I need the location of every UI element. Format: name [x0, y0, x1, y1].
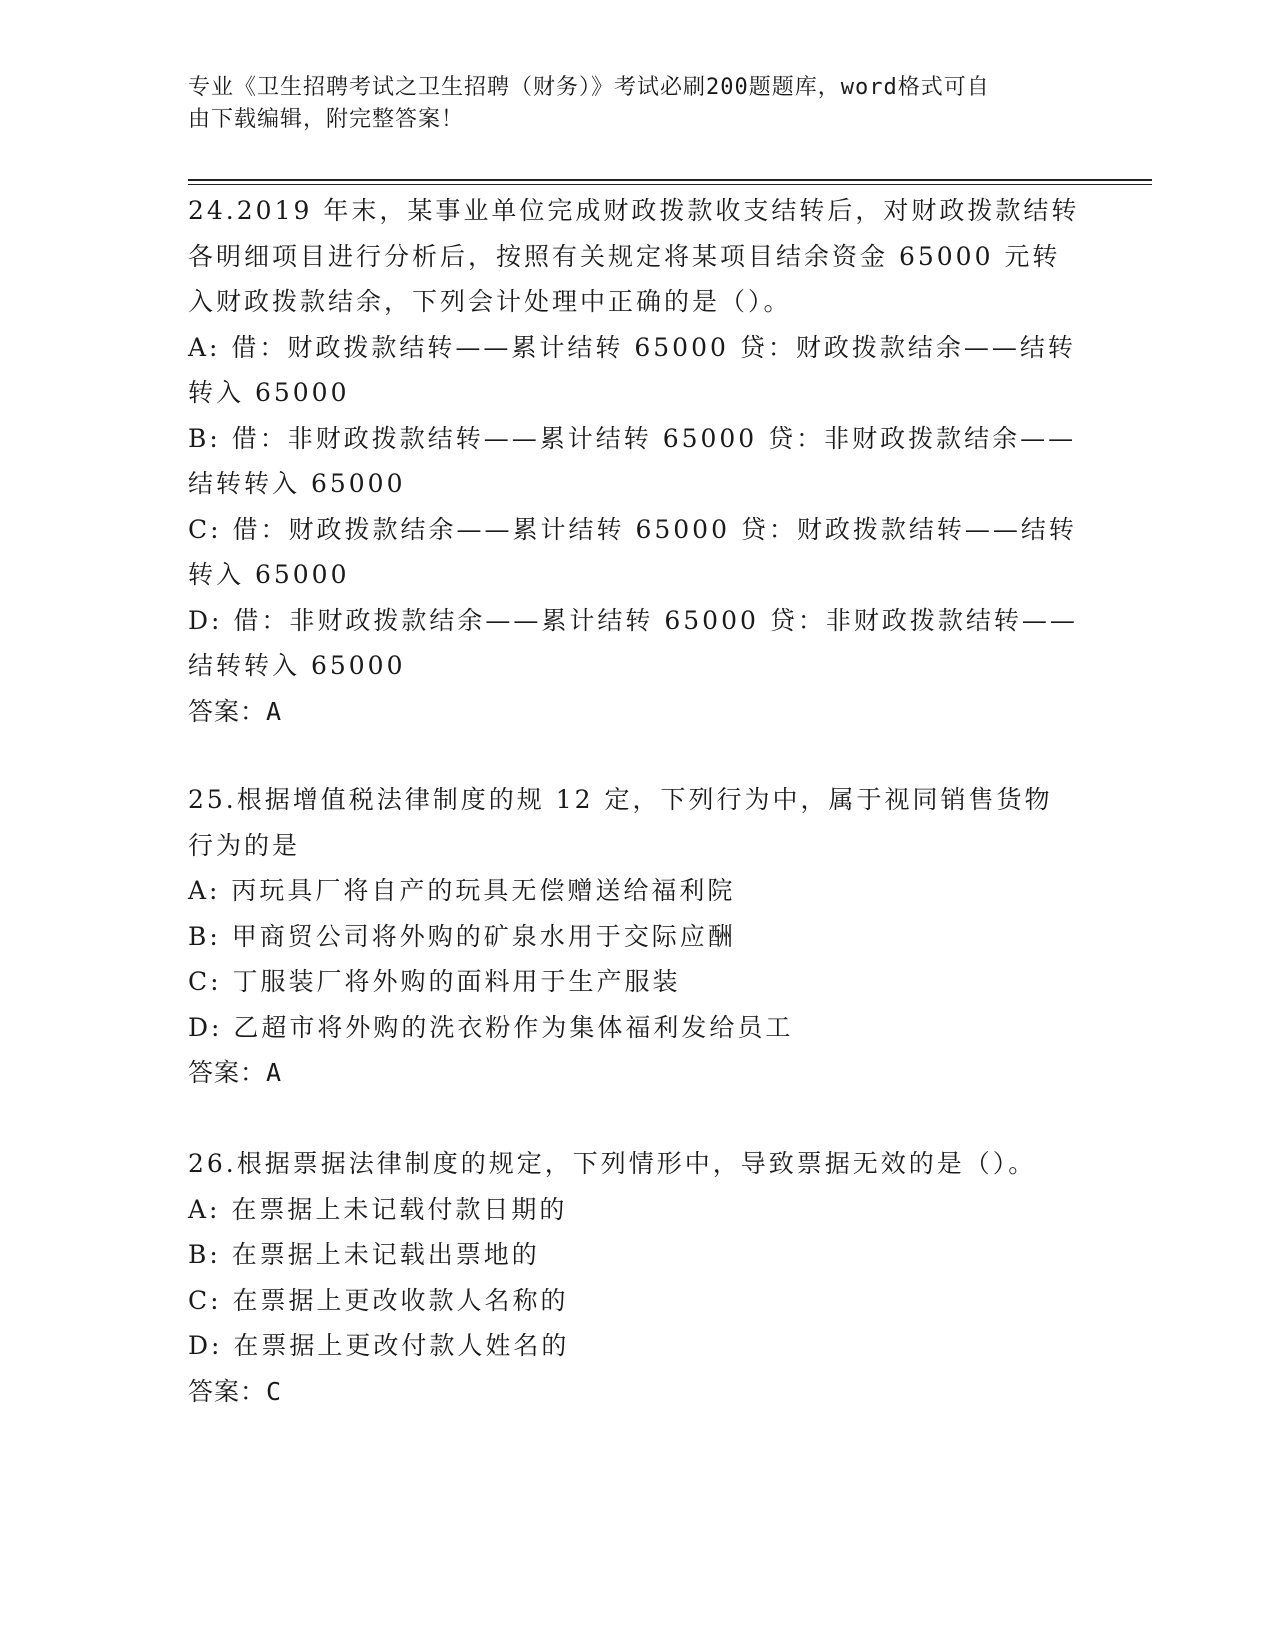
question-stem-line: 入财政拨款结余，下列会计处理中正确的是（）。 [188, 287, 792, 316]
question-stem-line: 25.根据增值税法律制度的规 12 定，下列行为中，属于视同销售货物 [188, 785, 1053, 814]
question-26 [188, 1141, 1088, 1414]
option-b-line: B: 甲商贸公司将外购的矿泉水用于交际应酬 [188, 921, 736, 951]
question-stem-line: 各明细项目进行分析后，按照有关规定将某项目结余资金 65000 元转 [188, 241, 1061, 271]
answer-value: A [266, 696, 283, 726]
question-25 [188, 777, 1088, 1096]
answer-value: C [266, 1376, 283, 1406]
option-c-line: C: 丁服装厂将外购的面料用于生产服装 [188, 967, 681, 996]
option-d-line: 结转转入 65000 [188, 651, 406, 680]
question-24 [188, 188, 1088, 734]
option-d-line: D: 在票据上更改付款人姓名的 [188, 1331, 570, 1360]
option-c-line: 转入 65000 [188, 560, 350, 589]
option-c-line: C: 在票据上更改收款人名称的 [188, 1285, 569, 1315]
answer-label: 答案： [188, 696, 267, 726]
question-stem-line: 24.2019 年末，某事业单位完成财政拨款收支结转后，对财政拨款结转 [188, 196, 1080, 225]
document-header [188, 72, 1068, 136]
answer-line [188, 689, 1088, 735]
header-divider-thick [188, 179, 1152, 181]
option-a-line: A: 借：财政拨款结转——累计结转 65000 贷：财政拨款结余——结转 [188, 332, 1076, 362]
option-d-line: D: 乙超市将外购的洗衣粉作为集体福利发给员工 [188, 1012, 794, 1042]
option-b-line: B: 借：非财政拨款结转——累计结转 65000 贷：非财政拨款结余—— [188, 423, 1077, 453]
option-b-line: B: 在票据上未记载出票地的 [188, 1240, 540, 1269]
answer-value: A [266, 1058, 283, 1087]
header-divider-thin [188, 184, 1152, 185]
answer-label: 答案： [188, 1058, 267, 1087]
header-line-2: 由下载编辑，附完整答案！ [188, 107, 465, 132]
option-a-line: 转入 65000 [188, 378, 350, 407]
option-d-line: D: 借：非财政拨款结余——累计结转 65000 贷：非财政拨款结转—— [188, 605, 1078, 635]
answer-line [188, 1050, 1088, 1096]
question-stem-line: 行为的是 [188, 830, 301, 860]
option-a-line: A: 在票据上未记载付款日期的 [188, 1194, 568, 1224]
answer-line [188, 1369, 1088, 1415]
header-line-1: 专业《卫生招聘考试之卫生招聘（财务）》考试必刷200题题库，word格式可自 [188, 75, 990, 100]
option-a-line: A: 丙玩具厂将自产的玩具无偿赠送给福利院 [188, 876, 736, 905]
option-c-line: C: 借：财政拨款结余——累计结转 65000 贷：财政拨款结转——结转 [188, 514, 1077, 544]
answer-label: 答案： [188, 1376, 267, 1406]
option-b-line: 结转转入 65000 [188, 469, 406, 498]
question-stem-line: 26.根据票据法律制度的规定，下列情形中，导致票据无效的是（）。 [188, 1149, 1037, 1178]
